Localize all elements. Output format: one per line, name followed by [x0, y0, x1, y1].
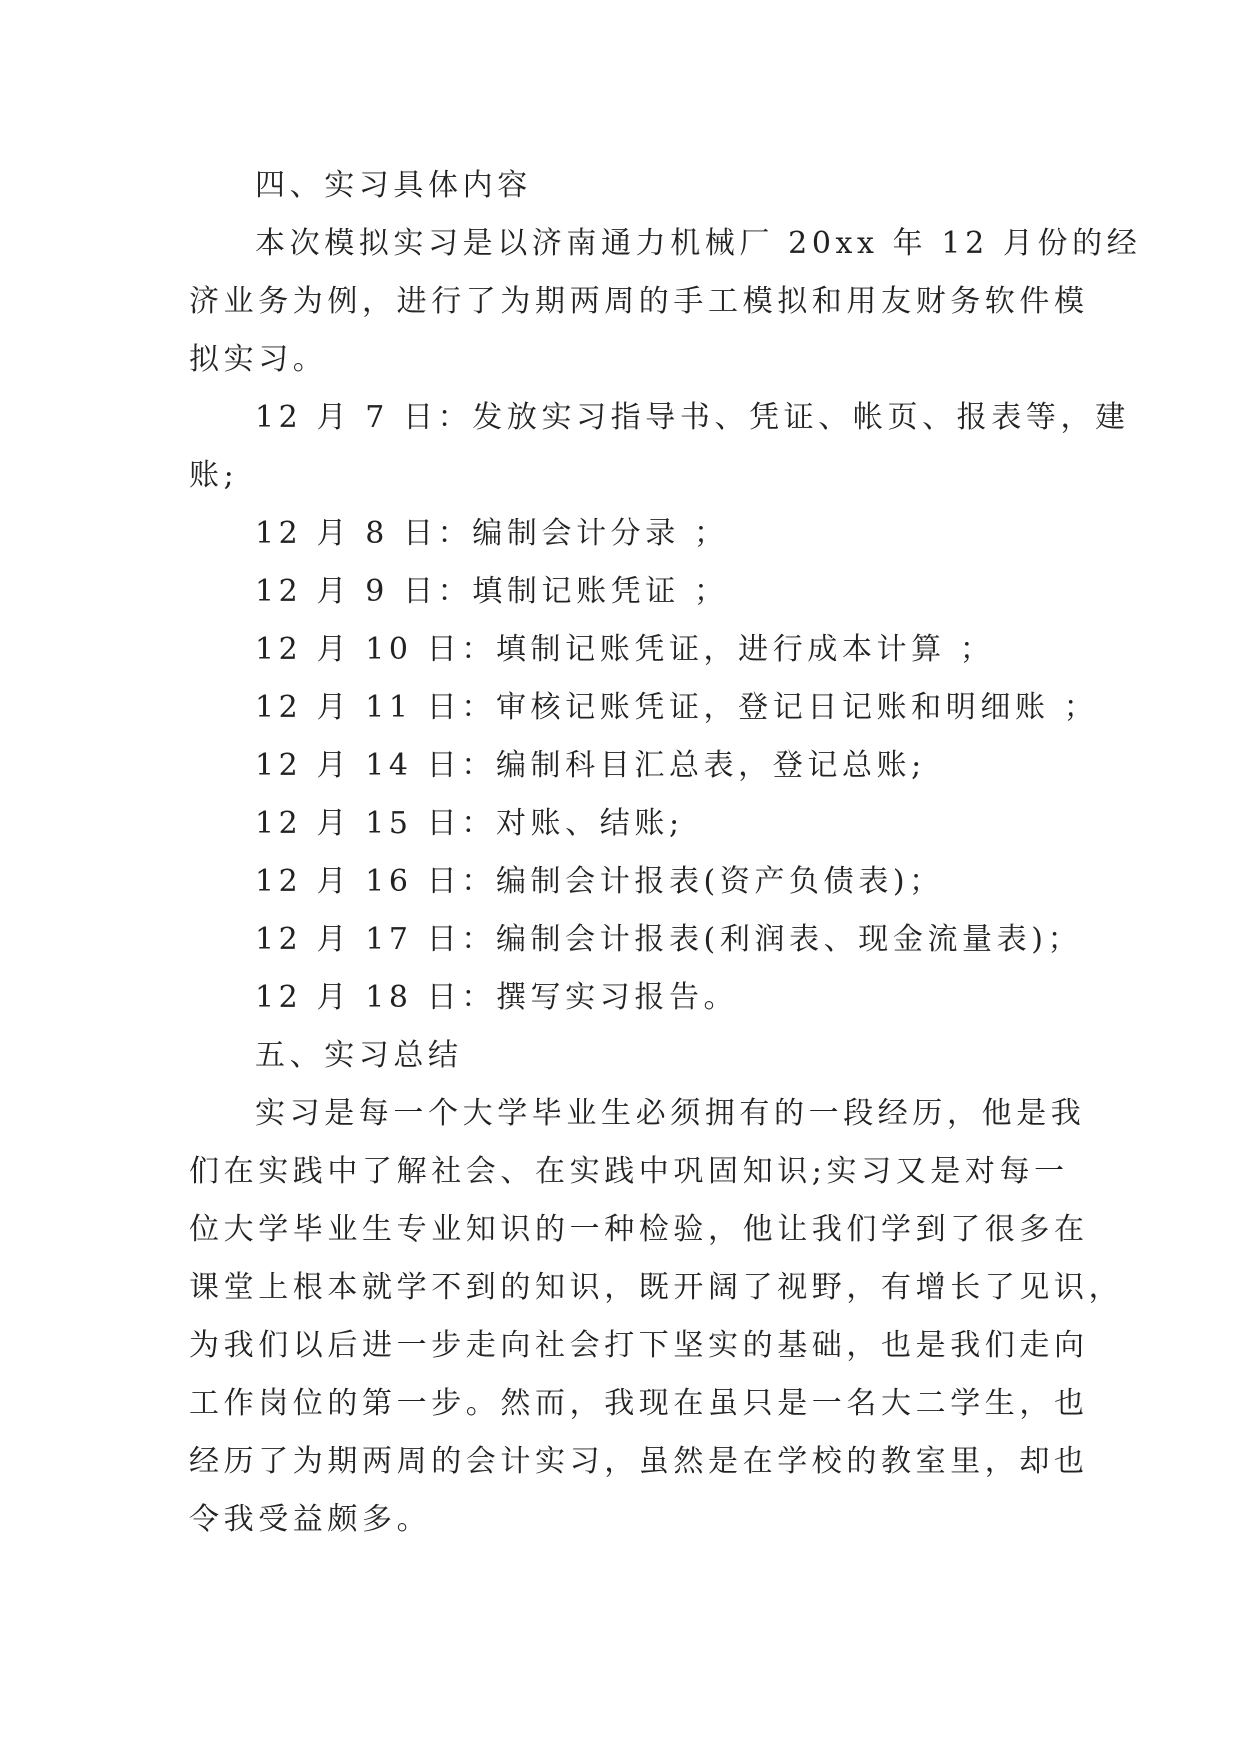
summary-line: 经历了为期两周的会计实习，虽然是在学校的教室里，却也: [189, 1444, 1089, 1479]
summary-line: 们在实践中了解社会、在实践中巩固知识;实习又是对每一: [189, 1154, 1069, 1189]
schedule-item: 12 月 9 日：填制记账凭证 ；: [255, 574, 729, 609]
document-body: [189, 157, 1142, 1549]
schedule-line: 12 月 7 日：发放实习指导书、凭证、帐页、报表等，建: [255, 400, 1130, 435]
summary-line: 令我受益颇多。: [189, 1502, 432, 1537]
schedule-item: 12 月 15 日：对账、结账;: [255, 806, 684, 841]
section-heading-5: 五、实习总结: [255, 1038, 463, 1073]
summary-line: 工作岗位的第一步。然而，我现在虽只是一名大二学生，也: [189, 1386, 1089, 1421]
schedule-item: 12 月 17 日：编制会计报表(利润表、现金流量表)；: [255, 922, 1083, 957]
summary-line: 实习是每一个大学毕业生必须拥有的一段经历，他是我: [255, 1096, 1086, 1131]
summary-line: 课堂上根本就学不到的知识，既开阔了视野，有增长了见识，: [189, 1270, 1124, 1305]
schedule-first-item: [189, 389, 1130, 505]
schedule-item: 12 月 10 日：填制记账凭证，进行成本计算 ；: [255, 632, 995, 667]
schedule-item: 12 月 11 日：审核记账凭证，登记日记账和明细账 ；: [255, 690, 1099, 725]
schedule-item: 12 月 16 日：编制会计报表(资产负债表)；: [255, 864, 944, 899]
section-heading-4: 四、实习具体内容: [255, 168, 532, 203]
schedule-item: 12 月 8 日：编制会计分录 ；: [255, 516, 729, 551]
summary-line: 为我们以后进一步走向社会打下坚实的基础，也是我们走向: [189, 1328, 1089, 1363]
intro-line: 济业务为例，进行了为期两周的手工模拟和用友财务软件模: [189, 284, 1089, 319]
schedule-line: 账;: [189, 458, 239, 493]
intro-line: 拟实习。: [189, 342, 328, 377]
summary-line: 位大学毕业生专业知识的一种检验，他让我们学到了很多在: [189, 1212, 1089, 1247]
intro-line: 本次模拟实习是以济南通力机械厂 20xx 年 12 月份的经: [255, 226, 1142, 261]
schedule-item: 12 月 18 日：撰写实习报告。: [255, 980, 739, 1015]
schedule-item: 12 月 14 日：编制科目汇总表，登记总账;: [255, 748, 926, 783]
intro-paragraph: [189, 215, 1142, 389]
summary-paragraph: [189, 1085, 1124, 1549]
schedule-list: [189, 505, 1099, 1027]
